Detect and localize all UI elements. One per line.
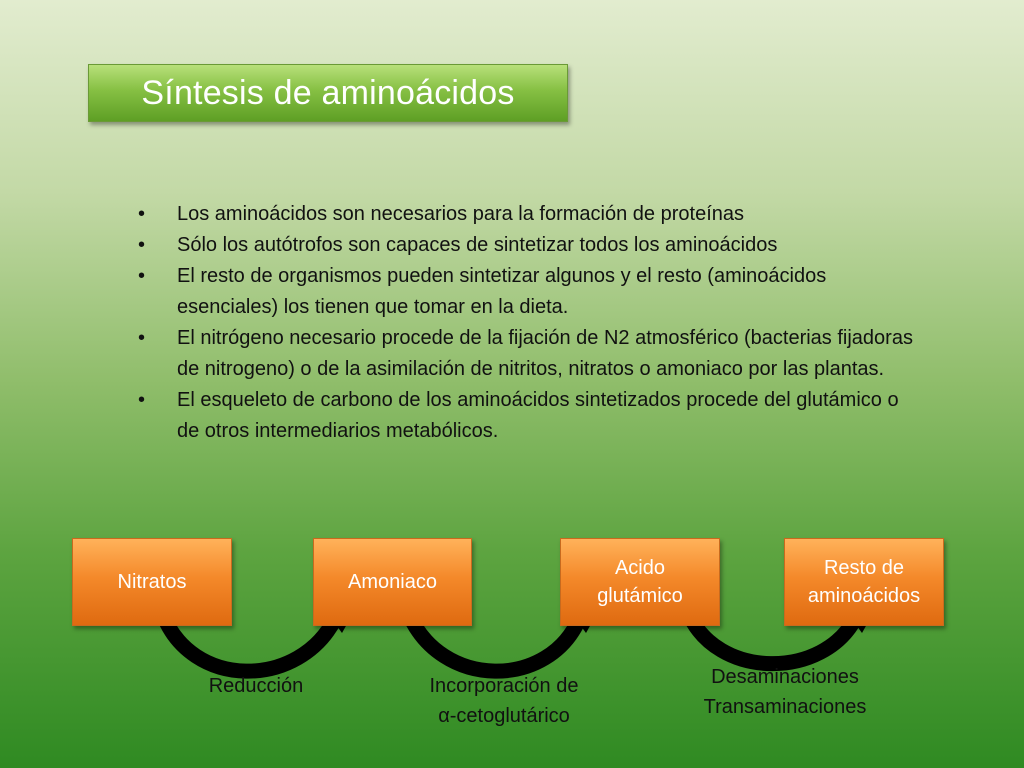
bullet-text: El esqueleto de carbono de los aminoácidos sintetizados procede del glutámico o de otros intermediarios metabólicos. [177, 389, 899, 442]
bullet-marker: • [138, 265, 146, 287]
step-label-incorporacion: Incorporación de α-cetoglutárico [429, 675, 579, 727]
bullet-text: Sólo los autótrofos son capaces de sintetizar todos los aminoácidos [177, 234, 778, 256]
step-label-desaminaciones: Desaminaciones Transaminaciones [703, 666, 867, 718]
flow-box-nitratos [72, 538, 232, 626]
bullet-marker: • [138, 389, 146, 411]
flow-box-label: Acido glutámico [597, 557, 683, 607]
bullet-text: El resto de organismos pueden sintetizar algunos y el resto (aminoácidos esenciales) los tienen que tomar en la dieta. [177, 265, 827, 318]
flow-box-resto-aminoacidos [784, 538, 944, 626]
bullet-text: El nitrógeno necesario procede de la fijación de N2 atmosférico (bacterias fijadoras de nitrogeno) o de la asimilación de nitritos, nitratos o amoniaco por las plantas. [177, 327, 913, 380]
bullet-marker: • [138, 203, 146, 225]
flow-box-amoniaco [313, 538, 472, 626]
bullet-text: Los aminoácidos son necesarios para la formación de proteínas [177, 203, 744, 225]
step-label-reduccion: Reducción [208, 675, 304, 697]
flow-box-acido-glutamico [560, 538, 720, 626]
bullet-marker: • [138, 234, 146, 256]
flow-box-label: Amoniaco [348, 571, 437, 593]
slide-title: Síntesis de aminoácidos [141, 73, 515, 112]
flow-box-label: Nitratos [117, 571, 187, 593]
flow-box-label: Resto de aminoácidos [807, 557, 921, 607]
bullet-marker: • [138, 327, 146, 349]
